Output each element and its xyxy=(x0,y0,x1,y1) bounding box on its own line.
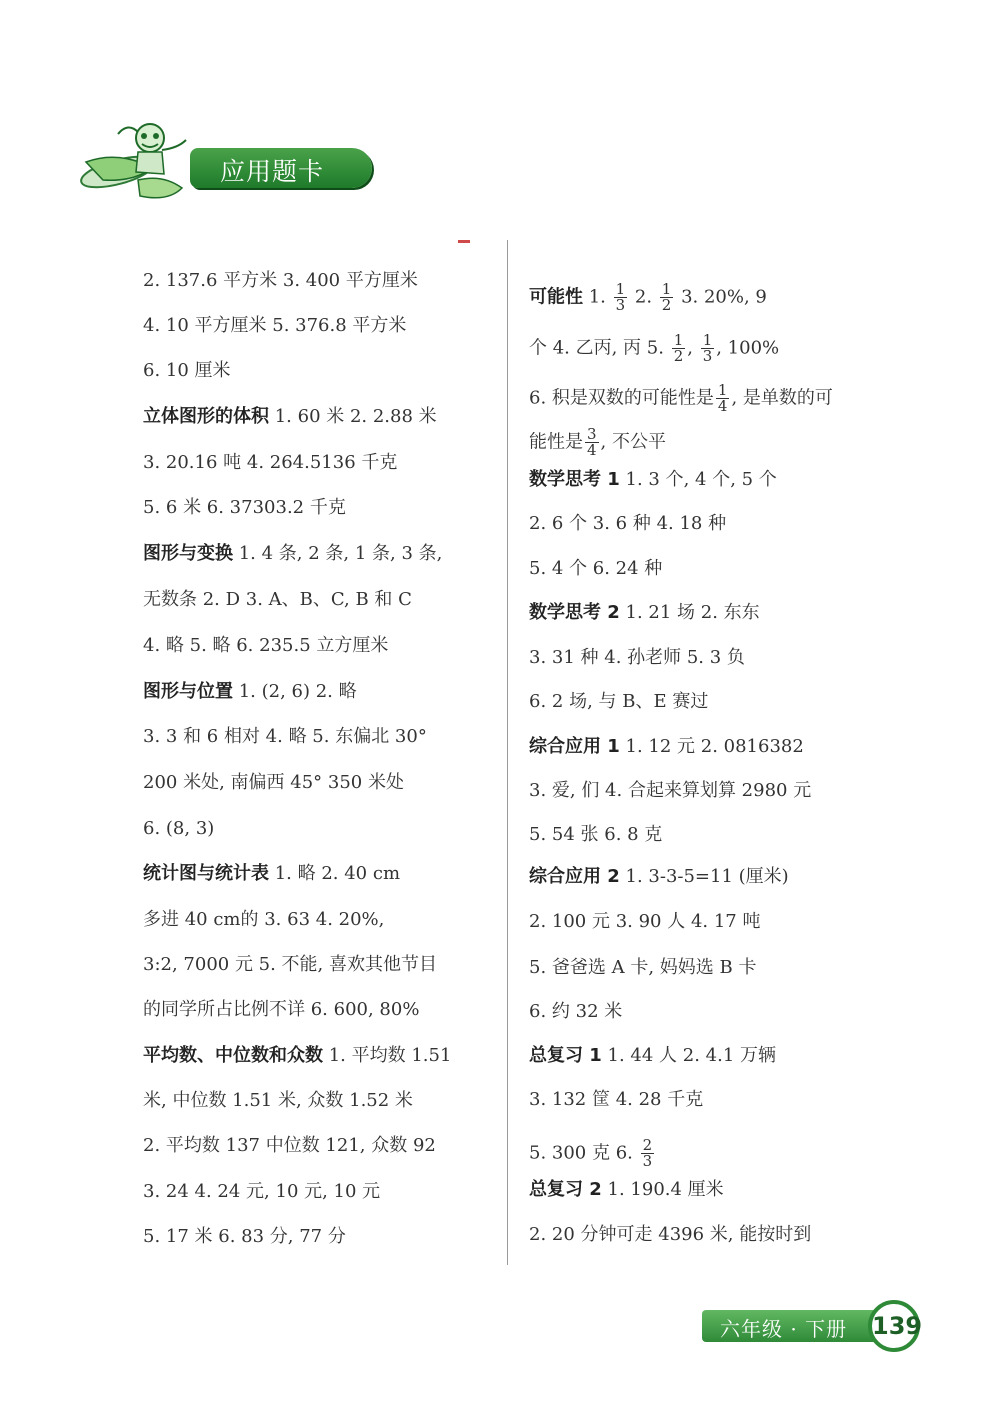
answer-line xyxy=(529,955,756,981)
answer-text: 1. 190.4 厘米 xyxy=(601,1179,724,1200)
grade-label: 六年级 · 下册 xyxy=(720,1317,848,1341)
ink-mark xyxy=(458,240,470,243)
answer-line xyxy=(143,404,437,430)
section-heading: 总复习 2 xyxy=(529,1179,602,1200)
column-divider xyxy=(507,240,508,1265)
answer-text: 1. 21 场 2. 东东 xyxy=(619,602,760,623)
answer-text: 5. 17 米 6. 83 分, 77 分 xyxy=(143,1226,346,1247)
fraction-numerator: 3 xyxy=(587,425,597,443)
answer-line xyxy=(529,822,662,848)
answer-text: 1. 3 个, 4 个, 5 个 xyxy=(619,469,777,490)
answer-line xyxy=(529,511,726,537)
answer-text: 4. 略 5. 略 6. 235.5 立方厘米 xyxy=(143,635,389,656)
answer-line xyxy=(529,1222,811,1248)
answer-line xyxy=(143,268,418,294)
fraction-denominator: 2 xyxy=(661,296,672,314)
answer-line xyxy=(529,1177,724,1203)
fraction xyxy=(614,282,628,313)
answer-line xyxy=(143,952,437,978)
answer-text: 5. 300 克 6. xyxy=(529,1142,639,1164)
fraction-numerator: 1 xyxy=(673,331,684,349)
fraction-numerator: 1 xyxy=(702,331,713,349)
answer-line xyxy=(143,587,412,613)
answer-line xyxy=(143,770,404,796)
section-heading: 数学思考 2 xyxy=(529,602,620,623)
answer-line xyxy=(143,1224,346,1250)
answer-text: 2. 平均数 137 中位数 121, 众数 92 xyxy=(143,1135,436,1156)
section-heading: 平均数、中位数和众数 xyxy=(143,1045,323,1066)
answer-text: 能性是 xyxy=(529,431,583,453)
answer-line xyxy=(143,679,357,705)
answer-text: 1. 平均数 1.51 xyxy=(323,1045,452,1066)
answer-line xyxy=(529,333,779,364)
fraction-denominator: 3 xyxy=(615,296,626,314)
answer-line xyxy=(143,1088,413,1114)
answer-line xyxy=(143,313,406,339)
answer-text: 3. 3 和 6 相对 4. 略 5. 东偏北 30° xyxy=(143,726,427,747)
answer-text: 4. 10 平方厘米 5. 376.8 平方米 xyxy=(143,315,407,336)
answer-line xyxy=(529,734,804,760)
answer-text: 的同学所占比例不详 6. 600, 80% xyxy=(143,999,420,1020)
fraction-numerator: 1 xyxy=(717,381,728,399)
answer-text: 5. 6 米 6. 37303.2 千克 xyxy=(143,497,346,518)
section-heading: 可能性 xyxy=(529,286,583,308)
section-heading: 总复习 1 xyxy=(529,1045,602,1066)
answer-text: 无数条 2. D 3. A、B、C, B 和 C xyxy=(143,589,412,610)
answer-text: 3. 24 4. 24 元, 10 元, 10 元 xyxy=(143,1181,381,1202)
fraction-numerator: 2 xyxy=(642,1136,653,1154)
fraction-denominator: 4 xyxy=(587,441,597,459)
answer-line xyxy=(143,724,427,750)
answer-text: , 是单数的可 xyxy=(731,387,833,409)
answer-line xyxy=(529,1138,656,1169)
page-header xyxy=(78,110,378,210)
answer-text: 200 米处, 南偏西 45° 350 米处 xyxy=(143,772,404,793)
answer-text: 1. 4 条, 2 条, 1 条, 3 条, xyxy=(233,543,443,564)
fraction xyxy=(641,1138,655,1169)
answer-line xyxy=(529,645,745,671)
section-heading: 综合应用 2 xyxy=(529,866,620,887)
answer-line xyxy=(529,427,666,458)
answer-line xyxy=(143,816,214,842)
section-heading: 综合应用 1 xyxy=(529,736,620,757)
answer-line xyxy=(143,1043,451,1069)
answer-text: 5. 4 个 6. 24 种 xyxy=(529,558,663,579)
answer-line xyxy=(143,541,442,567)
answer-text: 2. 137.6 平方米 3. 400 平方厘米 xyxy=(143,270,418,291)
fraction-denominator: 2 xyxy=(673,347,684,365)
section-banner xyxy=(190,148,372,188)
answer-text: 6. 10 厘米 xyxy=(143,360,231,381)
answer-text: , 100% xyxy=(716,337,780,359)
answer-text: 6. 积是双数的可能性是 xyxy=(529,387,714,409)
page-number: 139 xyxy=(868,1300,920,1352)
answer-line xyxy=(143,907,384,933)
answer-line xyxy=(143,1133,436,1159)
answer-text: 3. 20%, 9 xyxy=(675,286,767,308)
answer-text: 3:2, 7000 元 5. 不能, 喜欢其他节目 xyxy=(143,954,438,975)
fraction xyxy=(672,333,686,364)
answer-line xyxy=(143,495,346,521)
fraction-numerator: 1 xyxy=(661,280,672,298)
answer-text: 米, 中位数 1.51 米, 众数 1.52 米 xyxy=(143,1090,413,1111)
answer-line xyxy=(143,450,397,476)
answer-text: 3. 20.16 吨 4. 264.5136 千克 xyxy=(143,452,398,473)
page-title: 应用题卡 xyxy=(220,157,325,186)
section-heading: 立体图形的体积 xyxy=(143,406,269,427)
fraction-denominator: 4 xyxy=(717,397,728,415)
answer-text: 3. 31 种 4. 孙老师 5. 3 负 xyxy=(529,647,745,668)
mascot-illustration-icon xyxy=(78,110,198,210)
answer-line xyxy=(143,997,419,1023)
fraction xyxy=(716,383,730,414)
answer-text: 1. 3-3-5=11 (厘米) xyxy=(619,866,789,887)
answer-text: 1. (2, 6) 2. 略 xyxy=(233,681,357,702)
answer-text: 1. 略 2. 40 cm xyxy=(269,863,401,884)
answer-line xyxy=(529,282,767,313)
answer-text: 2. 100 元 3. 90 人 4. 17 吨 xyxy=(529,911,761,932)
answer-line xyxy=(529,909,760,935)
fraction-denominator: 3 xyxy=(642,1152,653,1170)
answer-text: 6. (8, 3) xyxy=(143,818,215,839)
answer-text: 2. xyxy=(629,286,658,308)
fraction-denominator: 3 xyxy=(702,347,713,365)
section-heading: 图形与变换 xyxy=(143,543,233,564)
answer-text: 2. 20 分钟可走 4396 米, 能按时到 xyxy=(529,1224,812,1245)
answer-line xyxy=(143,1179,380,1205)
answer-text: 6. 2 场, 与 B、E 赛过 xyxy=(529,691,709,712)
answer-text: 多进 40 cm的 3. 63 4. 20%, xyxy=(143,909,385,930)
answer-line xyxy=(529,1087,703,1113)
answer-line xyxy=(529,467,777,493)
answer-text: 3. 132 筐 4. 28 千克 xyxy=(529,1089,704,1110)
answer-line xyxy=(529,864,789,890)
answer-text: 1. 44 人 2. 4.1 万辆 xyxy=(601,1045,777,1066)
answer-text: , 不公平 xyxy=(600,431,666,453)
answer-line xyxy=(529,556,662,582)
answer-text: 2. 6 个 3. 6 种 4. 18 种 xyxy=(529,513,727,534)
answer-text: 1. xyxy=(583,286,612,308)
answer-line xyxy=(529,999,622,1025)
answer-line xyxy=(143,633,388,659)
answer-line xyxy=(529,1043,776,1069)
answer-line xyxy=(529,600,760,626)
answer-line xyxy=(529,383,833,414)
fraction xyxy=(660,282,674,313)
fraction xyxy=(701,333,715,364)
answer-text: 1. 12 元 2. 0816382 xyxy=(619,736,804,757)
answer-text: 3. 爱, 们 4. 合起来算划算 2980 元 xyxy=(529,780,812,801)
fraction xyxy=(585,427,599,458)
answer-text: 个 4. 乙丙, 丙 5. xyxy=(529,337,670,359)
section-heading: 图形与位置 xyxy=(143,681,233,702)
answer-line xyxy=(143,358,231,384)
answer-line xyxy=(529,689,708,715)
answer-text: , xyxy=(687,337,699,359)
answer-line xyxy=(529,778,811,804)
fraction-numerator: 1 xyxy=(615,280,626,298)
answer-text: 6. 约 32 米 xyxy=(529,1001,623,1022)
answer-line xyxy=(143,861,400,887)
answer-text: 5. 爸爸选 A 卡, 妈妈选 B 卡 xyxy=(529,957,757,978)
answer-text: 5. 54 张 6. 8 克 xyxy=(529,824,663,845)
section-heading: 统计图与统计表 xyxy=(143,863,269,884)
answer-text: 1. 60 米 2. 2.88 米 xyxy=(269,406,437,427)
section-heading: 数学思考 1 xyxy=(529,469,620,490)
